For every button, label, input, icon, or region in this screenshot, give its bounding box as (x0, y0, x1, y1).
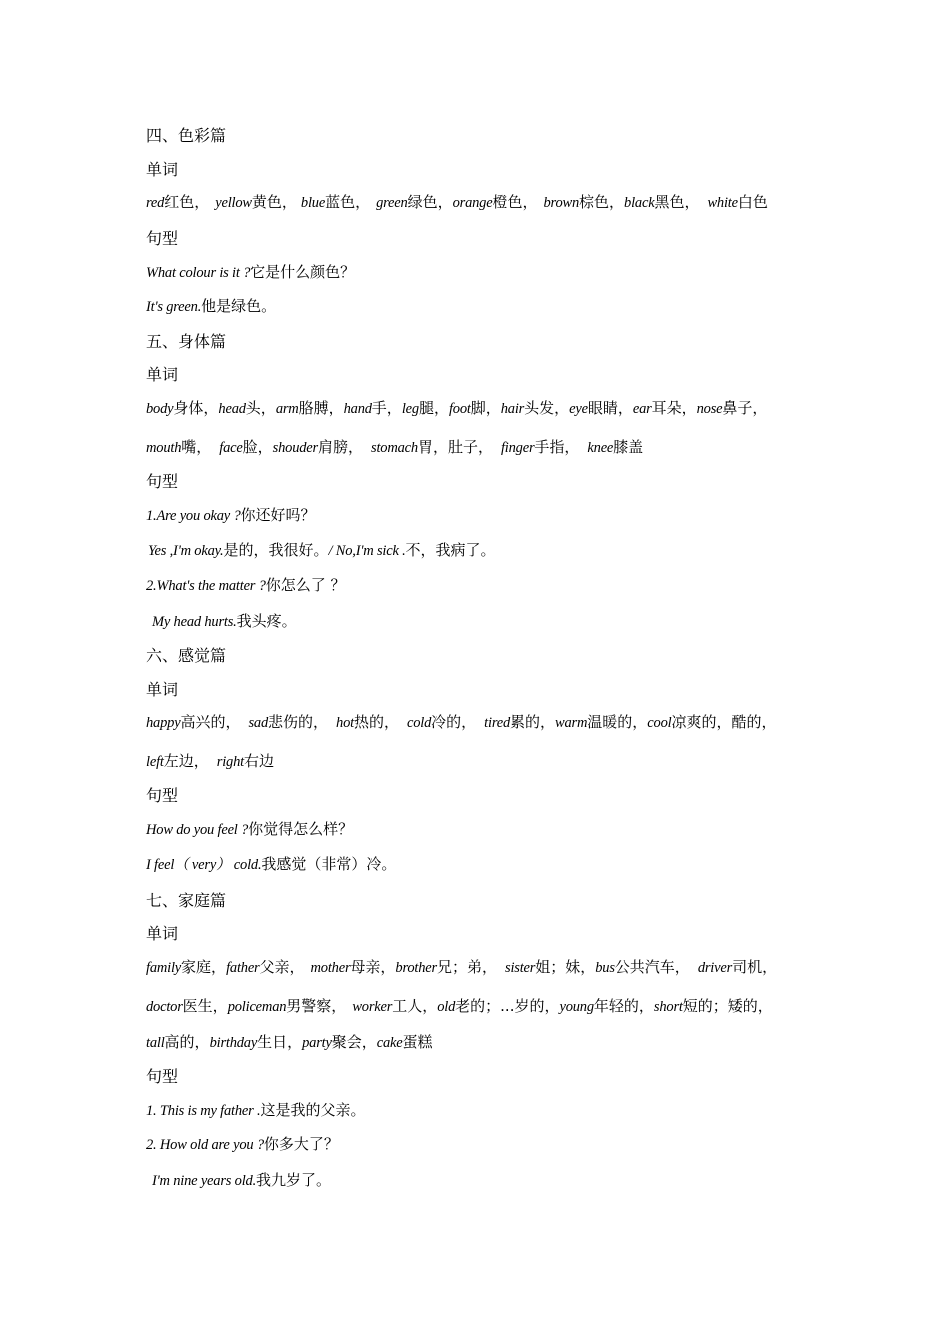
vocab-zh: 医生， (182, 997, 228, 1015)
vocab-en: hand (343, 401, 372, 417)
vocab-en: father (226, 960, 260, 976)
vocab-zh: 凉爽的，酷的， (671, 713, 777, 731)
section-4-vocab-line-1 (146, 192, 768, 213)
vocab-en: sad (248, 715, 268, 731)
section-6-sentence-label: 句型 (146, 786, 179, 805)
sentence (146, 1134, 339, 1155)
vocab-en: stomach (371, 440, 418, 456)
vocab-zh: 手， (371, 399, 402, 417)
vocab-en: party (302, 1035, 332, 1051)
vocab-en: orange (452, 195, 493, 211)
section-6-vocab-line-2 (146, 751, 274, 772)
vocab-zh: 冷的， (431, 713, 477, 731)
section-6-vocab-line-1 (146, 712, 776, 733)
vocab-en: short (653, 999, 683, 1015)
sentence-zh: 我头疼。 (236, 612, 297, 630)
section-7-vocab-line-2 (146, 996, 773, 1017)
sentence-en: I'm nine years old. (152, 1173, 257, 1189)
vocab-en: body (146, 401, 174, 417)
vocab-en: ear (632, 401, 652, 417)
vocab-zh: 聚会， (331, 1033, 377, 1051)
sentence (146, 505, 316, 526)
sentence-en: 1. This is my father . (146, 1103, 261, 1119)
sentence (152, 611, 297, 632)
vocab-en: shouder (272, 440, 318, 456)
vocab-en: brown (543, 195, 580, 211)
vocab-zh: 头， (245, 399, 276, 417)
section-7-sentence-label: 句型 (146, 1067, 179, 1086)
section-7-vocab-line-1 (146, 957, 777, 978)
sentence-zh: 我感觉（非常）冷。 (261, 855, 397, 873)
vocab-zh: 左边， (163, 752, 209, 770)
vocab-zh: 胳膊， (298, 399, 344, 417)
sentence-en: I feel（ very） cold. (146, 857, 262, 873)
vocab-zh: 胃，肚子， (417, 438, 493, 456)
vocab-en: cold (406, 715, 432, 731)
vocab-zh: 眼睛， (587, 399, 633, 417)
vocab-zh: 身体， (173, 399, 219, 417)
sentence-en: 1.Are you okay ? (146, 508, 241, 524)
sentence-zh: 你多大了？ (263, 1135, 339, 1153)
vocab-en: old (437, 999, 456, 1015)
vocab-zh: 黑色， (654, 193, 700, 211)
vocab-en: sister (505, 960, 536, 976)
sentence (146, 854, 396, 875)
vocab-en: doctor (146, 999, 183, 1015)
vocab-zh: 短的；矮的， (682, 997, 773, 1015)
vocab-zh: 手指， (534, 438, 580, 456)
section-4-sentence-label: 句型 (146, 229, 179, 248)
vocab-en: foot (448, 401, 471, 417)
vocab-en: blue (300, 195, 326, 211)
vocab-en: birthday (209, 1035, 258, 1051)
vocab-zh: 蓝色， (325, 193, 371, 211)
vocab-zh: 父亲， (259, 958, 305, 976)
vocab-en: arm (275, 401, 299, 417)
sentence (152, 1170, 331, 1191)
sentence-en: 2. How old are you ? (146, 1137, 264, 1153)
vocab-en: yellow (215, 195, 252, 211)
vocab-en: worker (352, 999, 393, 1015)
vocab-zh: 鼻子， (722, 399, 768, 417)
vocab-zh: 肩膀， (317, 438, 363, 456)
vocab-en: white (707, 195, 738, 211)
vocab-zh: 高兴的， (180, 713, 241, 731)
sentence-en: My head hurts. (152, 614, 237, 630)
vocab-en: finger (500, 440, 535, 456)
vocab-zh: 高的， (164, 1033, 210, 1051)
section-4-title: 四、色彩篇 (146, 126, 227, 145)
vocab-en: family (146, 960, 182, 976)
vocab-en: hot (336, 715, 354, 731)
vocab-en: leg (401, 401, 419, 417)
vocab-en: cake (376, 1035, 403, 1051)
vocab-zh: 姐；妹， (535, 958, 596, 976)
vocab-zh: 白色 (737, 193, 768, 211)
vocab-en: black (624, 195, 655, 211)
sentence (148, 540, 496, 561)
sentence-en: / No,I'm sick . (328, 543, 406, 559)
vocab-en: cool (647, 715, 672, 731)
sentence (146, 296, 276, 317)
vocab-en: tired (484, 715, 511, 731)
sentence-zh: 他是绿色。 (201, 297, 277, 315)
section-5-sentence-label: 句型 (146, 472, 179, 491)
sentence-zh: 不，我病了。 (405, 541, 496, 559)
vocab-zh: 悲伤的， (268, 713, 329, 731)
vocab-en: hair (500, 401, 525, 417)
vocab-zh: 年轻的， (593, 997, 654, 1015)
vocab-en: policeman (227, 999, 287, 1015)
sentence-en: How do you feel ? (146, 822, 249, 838)
vocab-zh: 家庭， (181, 958, 227, 976)
sentence (146, 819, 353, 840)
vocab-zh: 耳朵， (651, 399, 697, 417)
sentence-en: 2.What's the matter ? (146, 578, 266, 594)
section-5-vocab-label: 单词 (146, 365, 179, 384)
vocab-zh: 嘴， (181, 438, 212, 456)
vocab-en: head (218, 401, 246, 417)
sentence-zh: 你觉得怎么样？ (248, 820, 354, 838)
section-5-title: 五、身体篇 (146, 332, 227, 351)
vocab-en: bus (595, 960, 615, 976)
vocab-zh: 蛋糕 (402, 1033, 433, 1051)
sentence-zh: 你怎么了 ？ (265, 576, 346, 594)
vocab-en: happy (146, 715, 181, 731)
vocab-zh: 母亲， (350, 958, 396, 976)
sentence-en: Yes ,I'm okay. (148, 543, 224, 559)
vocab-en: young (559, 999, 594, 1015)
sentence (146, 262, 355, 283)
vocab-zh: 男警察， (286, 997, 347, 1015)
vocab-en: driver (697, 960, 733, 976)
sentence-en: It's green. (146, 299, 202, 315)
section-5-vocab-line-2 (146, 437, 643, 458)
vocab-zh: 右边 (243, 752, 274, 770)
sentence-zh: 它是什么颜色？ (250, 263, 356, 281)
section-7-vocab-label: 单词 (146, 924, 179, 943)
section-4-vocab-label: 单词 (146, 160, 179, 179)
vocab-zh: 累的， (510, 713, 556, 731)
vocab-en: eye (569, 401, 588, 417)
vocab-en: tall (146, 1035, 165, 1051)
vocab-zh: 棕色， (579, 193, 625, 211)
vocab-zh: 温暖的， (587, 713, 648, 731)
vocab-zh: 生日， (257, 1033, 303, 1051)
vocab-en: mother (310, 960, 351, 976)
sentence-zh: 是的，我很好。 (223, 541, 329, 559)
vocab-zh: 黄色， (251, 193, 297, 211)
vocab-en: nose (696, 401, 723, 417)
section-6-title: 六、感觉篇 (146, 646, 227, 665)
sentence (146, 575, 346, 596)
vocab-zh: 膝盖 (613, 438, 644, 456)
vocab-zh: 老的；...岁的， (455, 997, 560, 1015)
section-5-vocab-line-1 (146, 398, 767, 419)
vocab-zh: 头发， (524, 399, 570, 417)
vocab-en: warm (555, 715, 588, 731)
vocab-zh: 橙色， (492, 193, 538, 211)
vocab-zh: 工人， (392, 997, 438, 1015)
section-7-vocab-line-3 (146, 1032, 433, 1053)
vocab-en: red (146, 195, 165, 211)
vocab-en: brother (395, 960, 437, 976)
sentence-zh: 你还好吗？ (240, 506, 316, 524)
vocab-zh: 热的， (353, 713, 399, 731)
vocab-zh: 脸， (242, 438, 273, 456)
sentence-zh: 这是我的父亲。 (260, 1101, 366, 1119)
vocab-en: mouth (146, 440, 182, 456)
sentence-zh: 我九岁了。 (256, 1171, 332, 1189)
vocab-en: right (216, 754, 244, 770)
vocab-zh: 红色， (164, 193, 210, 211)
vocab-zh: 腿， (418, 399, 449, 417)
section-6-vocab-label: 单词 (146, 680, 179, 699)
vocab-en: left (146, 754, 164, 770)
section-7-title: 七、家庭篇 (146, 891, 227, 910)
vocab-en: green (376, 195, 408, 211)
vocab-zh: 脚， (470, 399, 501, 417)
vocab-en: knee (587, 440, 614, 456)
vocab-zh: 司机， (732, 958, 778, 976)
sentence-en: What colour is it ? (146, 265, 251, 281)
vocab-en: face (219, 440, 243, 456)
vocab-zh: 公共汽车， (614, 958, 690, 976)
vocab-zh: 兄；弟， (436, 958, 497, 976)
sentence (146, 1100, 365, 1121)
vocab-zh: 绿色， (407, 193, 453, 211)
